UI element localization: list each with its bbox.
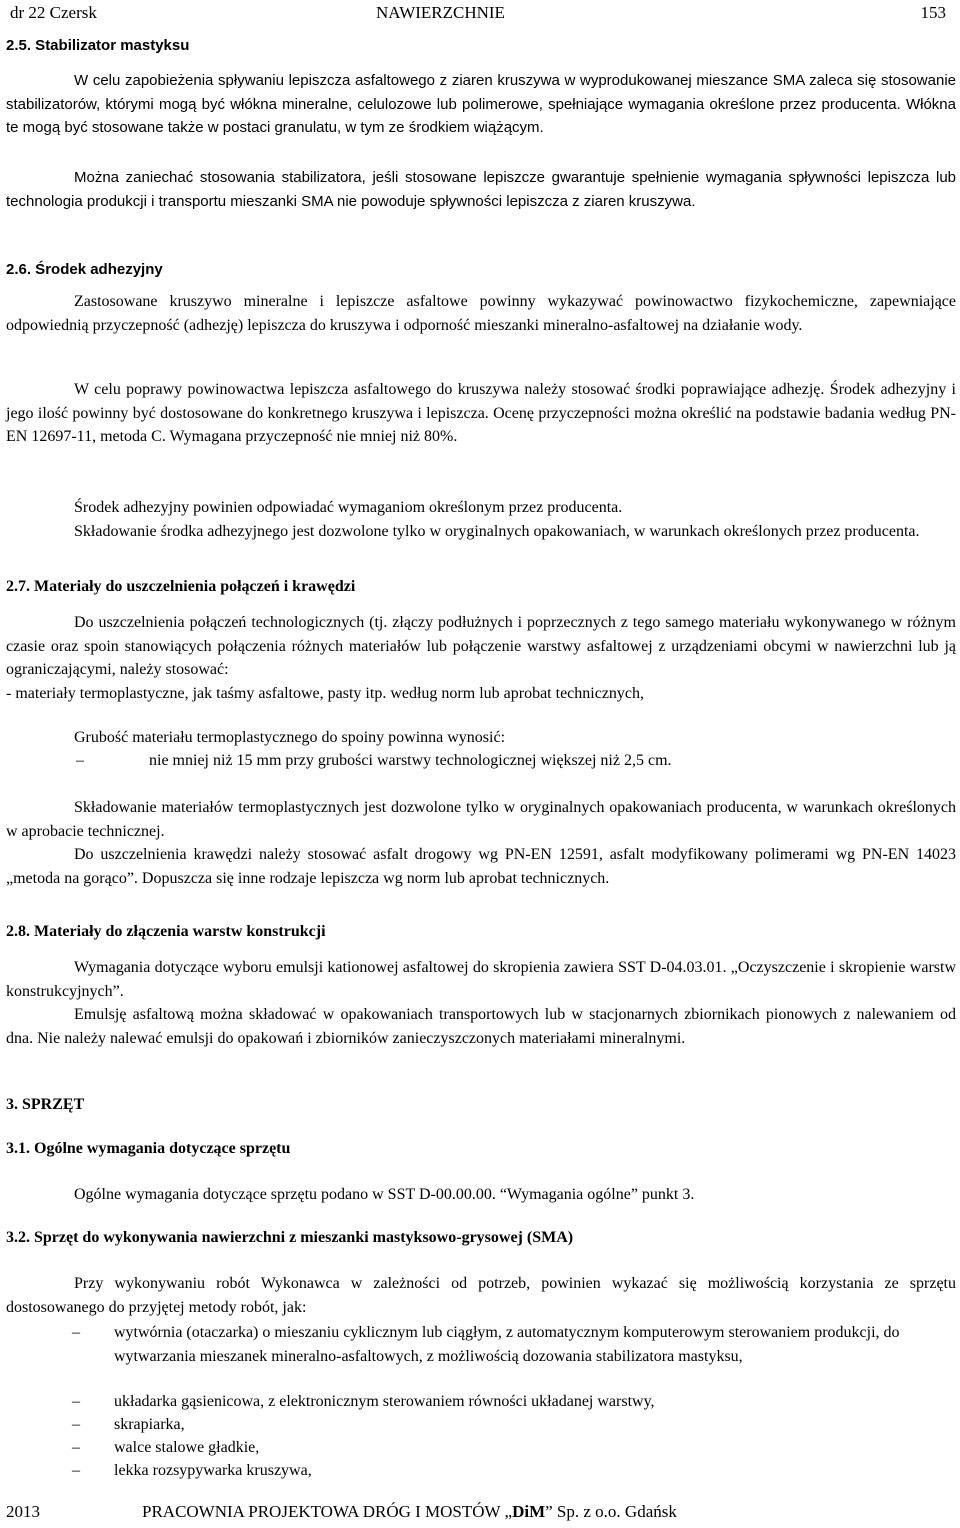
page-footer bbox=[6, 1502, 946, 1524]
section-3-1-heading: 3.1. Ogólne wymagania dotyczące sprzętu bbox=[6, 1140, 291, 1157]
dash-bullet: – bbox=[72, 1439, 80, 1456]
section-2-6-body bbox=[6, 290, 956, 337]
paragraph: - materiały termoplastyczne, jak taśmy asfaltowe, pasty itp. według norm lub aprobat technicznych, bbox=[6, 684, 645, 702]
dash-bullet: – bbox=[76, 752, 84, 769]
paragraph: Emulsję asfaltową można składować w opakowaniach transportowych lub w stacjonarnych zbiornikach pionowych z nalewaniem od dna. Nie należy nalewać emulsji do opakowań i zbiorników zanieczyszczonych materiałami mineralnymi. bbox=[6, 1006, 956, 1047]
list-item: układarka gąsienicowa, z elektronicznym sterowaniem równości układanej warstwy, bbox=[114, 1393, 655, 1410]
paragraph: Przy wykonywaniu robót Wykonawca w zależności od potrzeb, powinien wykazać się możliwością korzystania ze sprzętu dostosowanego do przyjętej metody robót, jak: bbox=[6, 1275, 956, 1316]
paragraph: Można zaniechać stosowania stabilizatora, jeśli stosowane lepiszcze gwarantuje spełnienie wymagania spływności lepiszcza lub technologia produkcji i transportu mieszanki SMA nie powoduje spływności lepiszcza z ziaren kruszywa. bbox=[6, 169, 956, 210]
section-3-2-heading: 3.2. Sprzęt do wykonywania nawierzchni z mieszanki mastyksowo-grysowej (SMA) bbox=[6, 1229, 574, 1246]
paragraph: W celu zapobieżenia spływaniu lepiszcza asfaltowego z ziaren kruszywa w wyprodukowanej mieszance SMA zaleca się stosowanie stabilizatorów, którymi mogą być włókna mineralne, celulozowe lub polimerowe, spełniające wymagania określone przez producenta. Włókna te mogą być stosowane także w postaci granulatu, w tym ze środkiem wiążącym. bbox=[6, 72, 956, 136]
section-2-8-body bbox=[6, 956, 956, 1050]
section-2-6-body-2 bbox=[6, 378, 956, 449]
footer-office-brand: DiM bbox=[512, 1502, 546, 1521]
section-2-6-heading: 2.6. Środek adhezyjny bbox=[6, 261, 163, 278]
section-2-5-body bbox=[6, 69, 956, 140]
footer-office bbox=[142, 1502, 677, 1522]
paragraph: Wymagania dotyczące wyboru emulsji kationowej asfaltowej do skropienia zawiera SST D-04.03.01. „Oczyszczenie i skropienie warstw konstrukcyjnych”. bbox=[6, 959, 956, 1000]
list-item: wytwórnia (otaczarka) o mieszaniu cyklicznym lub ciągłym, z automatycznym komputerowym sterowaniem produkcji, do wytwarzania mieszanek mineralno-asfaltowych, z możliwością dozowania stabilizatora mastyksu, bbox=[114, 1324, 900, 1365]
paragraph: Do uszczelnienia krawędzi należy stosować asfalt drogowy wg PN-EN 12591, asfalt modyfikowany polimerami wg PN-EN 14023 „metoda na gorąco”. Dopuszcza się inne rodzaje lepiszcza wg norm lub aprobat technicznych. bbox=[6, 846, 956, 887]
dash-bullet: – bbox=[72, 1416, 80, 1433]
paragraph: Grubość materiału termoplastycznego do spoiny powinna wynosić: bbox=[74, 729, 506, 746]
footer-year: 2013 bbox=[6, 1502, 40, 1521]
list-item: nie mniej niż 15 mm przy grubości warstwy technologicznej większej niż 2,5 cm. bbox=[149, 752, 672, 769]
paragraph: W celu poprawy powinowactwa lepiszcza asfaltowego do kruszywa należy stosować środki poprawiające adhezję. Środek adhezyjny i jego ilość powinny być dostosowane do konkretnego kruszywa i lepiszcza. Ocenę przyczepności można określić na podstawie badania według PN-EN 12697-11, metoda C. Wymagana przyczepność nie mniej niż 80%. bbox=[6, 381, 956, 445]
dash-bullet: – bbox=[72, 1324, 80, 1341]
header-left: dr 22 Czersk bbox=[10, 3, 97, 22]
paragraph: Ogólne wymagania dotyczące sprzętu podano w SST D-00.00.00. “Wymagania ogólne” punkt 3. bbox=[74, 1186, 695, 1203]
list-item: lekka rozsypywarka kruszywa, bbox=[114, 1462, 312, 1479]
paragraph: Środek adhezyjny powinien odpowiadać wymaganiom określonym przez producenta. bbox=[74, 499, 623, 516]
section-2-7-body-2 bbox=[6, 726, 956, 750]
section-2-7-heading: 2.7. Materiały do uszczelnienia połączeń i krawędzi bbox=[6, 578, 356, 595]
footer-office-post: ” Sp. z o.o. Gdańsk bbox=[545, 1502, 677, 1521]
section-2-5-heading: 2.5. Stabilizator mastyksu bbox=[6, 37, 190, 54]
section-2-5-body-2 bbox=[6, 166, 956, 213]
dash-bullet: – bbox=[72, 1462, 80, 1479]
header-title: NAWIERZCHNIE bbox=[376, 3, 505, 22]
dash-bullet: – bbox=[72, 1393, 80, 1410]
paragraph: Składowanie materiałów termoplastycznych jest dozwolone tylko w oryginalnych opakowaniach producenta, w warunkach określonych w aprobacie technicznej. bbox=[6, 799, 956, 840]
section-3-heading: 3. SPRZĘT bbox=[6, 1096, 85, 1113]
page-header bbox=[10, 3, 946, 25]
section-3-2-body bbox=[6, 1272, 956, 1319]
paragraph: Do uszczelnienia połączeń technologicznych (tj. złączy podłużnych i poprzecznych z tego samego materiału wykonywanego w różnym czasie oraz spoin stanowiących połączenia różnych materiałów lub połączenie warstwy asfaltowej z urządzeniami obcymi w nawierzchni lub ją ograniczającymi, należy stosować: bbox=[6, 614, 956, 678]
section-2-7-body-3 bbox=[6, 796, 956, 890]
footer-office-pre: PRACOWNIA PROJEKTOWA DRÓG I MOSTÓW „ bbox=[142, 1502, 513, 1521]
list-item: walce stalowe gładkie, bbox=[114, 1439, 260, 1456]
paragraph: Składowanie środka adhezyjnego jest dozwolone tylko w oryginalnych opakowaniach, w warunkach określonych przez producenta. bbox=[74, 522, 920, 540]
paragraph: Zastosowane kruszywo mineralne i lepiszcze asfaltowe powinny wykazywać powinowactwo fizykochemiczne, zapewniające odpowiednią przyczepność (adhezję) lepiszcza do kruszywa i odporność mieszanki mineralno-asfaltowej na działanie wody. bbox=[6, 293, 956, 334]
list-item: skrapiarka, bbox=[114, 1416, 185, 1433]
section-2-8-heading: 2.8. Materiały do złączenia warstw konstrukcji bbox=[6, 923, 326, 940]
section-2-6-body-3 bbox=[6, 496, 956, 543]
page-number: 153 bbox=[920, 3, 946, 22]
section-3-1-body bbox=[6, 1183, 956, 1207]
section-2-7-body bbox=[6, 611, 956, 705]
